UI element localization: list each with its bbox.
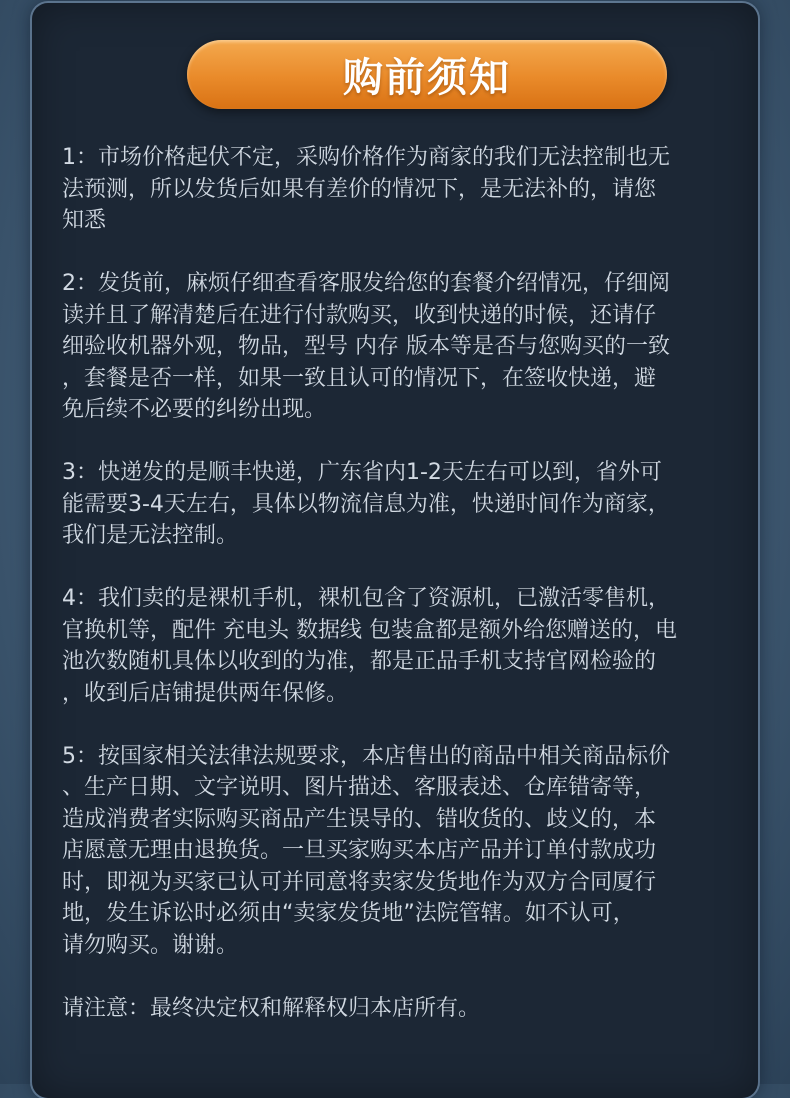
notice-item-3: 3：快递发的是顺丰快递，广东省内1-2天左右可以到，省外可 能需要3-4天左右，具体以物流信息为准，快递时间作为商家， 我们是无法控制。 (62, 460, 670, 548)
page-title: 购前须知 (343, 55, 511, 101)
title-banner (187, 40, 667, 109)
notice-item-5: 5：按国家相关法律法规要求，本店售出的商品中相关商品标价 、生产日期、文字说明、图片描述、客服表述、仓库错寄等， 造成消费者实际购买商品产生误导的、错收货的、歧义的，本 店愿意无理由退换货。一旦买家购买本店产品并订单付款成功 时，即视为买家已认可并同意将卖家发货地作为双方合同厦行 地，发生诉讼时必须由“卖家发货地”法院管辖。如不认可， 请勿购买。谢谢。 (62, 743, 670, 958)
final-note: 请注意：最终决定权和解释权归本店所有。 (62, 995, 481, 1021)
notice-card (32, 3, 758, 1098)
notice-content (62, 142, 732, 1024)
notice-item-1: 1：市场价格起伏不定，采购价格作为商家的我们无法控制也无 法预测，所以发货后如果有差价的情况下，是无法补的，请您 知悉 (62, 145, 670, 233)
notice-item-2: 2：发货前，麻烦仔细查看客服发给您的套餐介绍情况，仔细阅 读并且了解清楚后在进行付款购买，收到快递的时候，还请仔 细验收机器外观，物品，型号 内存 版本等是否与您购买的一致 ，套餐是否一样，如果一致且认可的情况下，在签收快递，避 免后续不必要的纠纷出现。 (62, 271, 670, 422)
notice-item-4: 4：我们卖的是裸机手机，裸机包含了资源机，已激活零售机， 官换机等，配件 充电头 数据线 包装盒都是额外给您赠送的，电 池次数随机具体以收到的为准，都是正品手机支持官网检验的 ，收到后店铺提供两年保修。 (62, 586, 677, 706)
